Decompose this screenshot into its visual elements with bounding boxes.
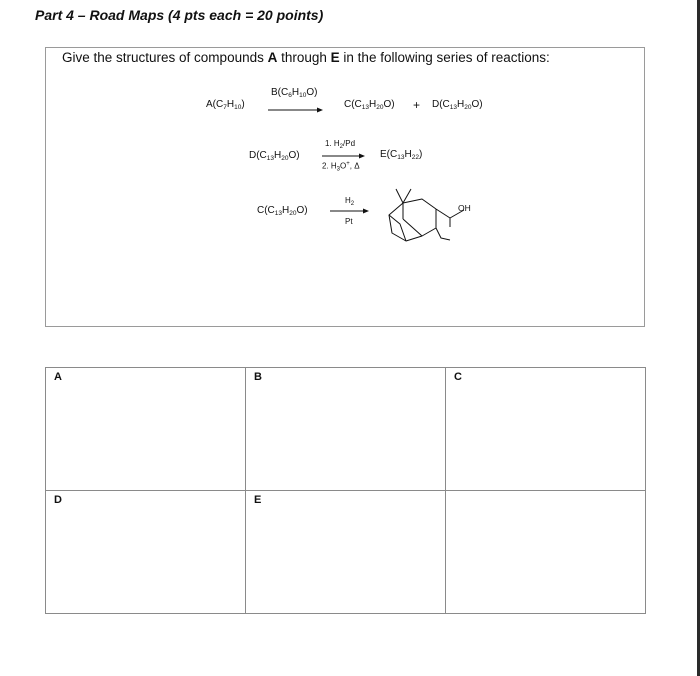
question-instruction: Give the structures of compounds A through E in the following series of reactions:	[62, 50, 550, 65]
answer-grid	[45, 367, 646, 614]
reaction-3-reagent: $H_2$	[345, 196, 355, 207]
compound-c-formula: $C(C_{13}H_{20}O)$	[344, 99, 395, 111]
answer-cell-b[interactable]: B	[246, 368, 446, 491]
answer-cell-a[interactable]: A	[46, 368, 246, 491]
compound-c-formula-2: $C(C_{13}H_{20}O)$	[257, 205, 308, 217]
compound-b-formula: $B(C_6H_{10}O)$	[271, 87, 318, 99]
answer-cell-blank[interactable]	[446, 491, 646, 614]
answer-cell-d[interactable]: D	[46, 491, 246, 614]
reaction-1-arrow	[268, 106, 324, 114]
reaction-2-step-2: 2. $H_3O^+$, Δ	[322, 161, 360, 173]
answer-cell-e[interactable]: E	[246, 491, 446, 614]
page-title: Part 4 – Road Maps (4 pts each = 20 points)	[35, 7, 324, 23]
reaction-2-arrow	[322, 152, 366, 160]
compound-d-formula-2: $D(C_{13}H_{20}O)$	[249, 150, 300, 162]
answer-cell-c[interactable]: C	[446, 368, 646, 491]
compound-a-formula: $A(C_7H_{10})$	[206, 99, 245, 111]
question-box	[45, 47, 645, 327]
plus-sign: +	[413, 98, 421, 112]
final-product-oh-label: OH	[458, 203, 471, 213]
compound-e-formula: $E(C_{13}H_{22})$	[380, 149, 423, 161]
reaction-2-step-1: 1. $H_2/Pd$	[325, 139, 356, 150]
reaction-3-catalyst: Pt	[345, 217, 353, 226]
reaction-3-arrow	[330, 207, 370, 215]
final-product-structure	[380, 178, 480, 248]
compound-d-formula: $D(C_{13}H_{20}O)$	[432, 99, 483, 111]
